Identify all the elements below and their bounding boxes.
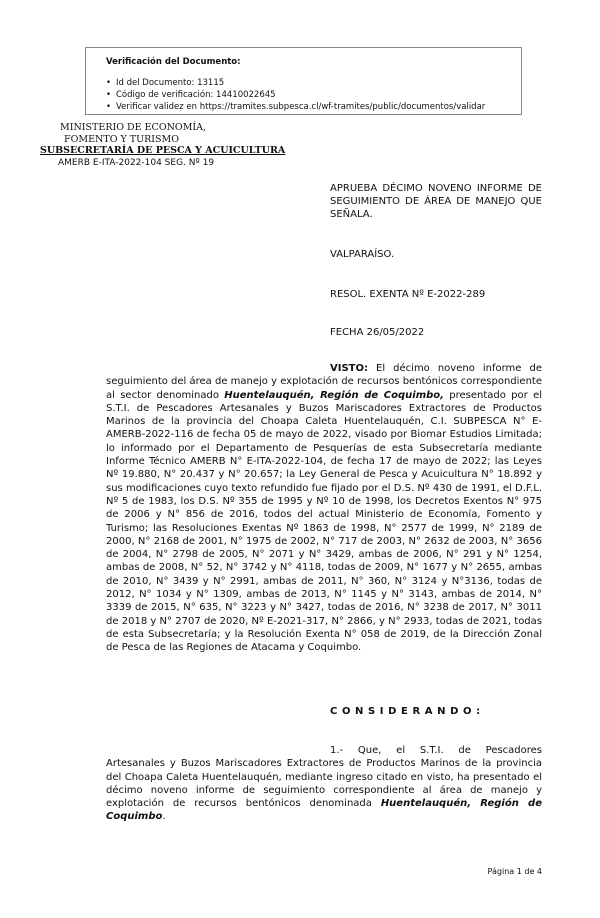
verification-code: • Código de verificación: 14410022645 — [106, 89, 511, 101]
verification-title: Verificación del Documento: — [106, 57, 241, 67]
verification-document-id: • Id del Documento: 13115 — [106, 77, 511, 89]
ministry-name-line1: MINISTERIO DE ECONOMÍA, — [60, 122, 207, 133]
resolution-number: RESOL. EXENTA Nº E-2022-289 — [330, 289, 486, 300]
considerando-1-text: 1.- Que, el S.T.I. de Pescadores Artesanales y Buzos Mariscadores Extractores de Productos Marinos de la provincia del Choapa Caleta Huentelauquén, mediante ingreso citado en visto, ha presentado el décimo noveno informe de seguimiento correspondiente al área de manejo y explotación de recursos bentónicos denominada — [106, 745, 542, 810]
considerando-heading: CONSIDERANDO: — [330, 706, 485, 717]
resolution-date: FECHA 26/05/2022 — [330, 327, 425, 338]
resolution-place: VALPARAÍSO. — [330, 249, 395, 260]
verification-list — [106, 77, 511, 113]
visto-text-2: presentado por el S.T.I. de Pescadores Artesanales y Buzos Mariscadores Extractores de Productos Marinos de la provincia del Choapa Caleta Huentelauquén, C.I. SUBPESCA N° E-AMERB-2022-116 de fecha 05 de mayo de 2022, visado por Biomar Estudios Limitada; lo informado por el Departamento de Pesquerías de esta Subsecretaría mediante Informe Técnico AMERB N° E-ITA-2022-104, de fecha 17 de mayo de 2022; las Leyes Nº 19.880, N° 20.437 y N° 20.657; la Ley General de Pesca y Acuicultura N° 18.892 y sus modificaciones cuyo texto refundido fue fijado por el D.S. Nº 430 de 1991, el D.F.L. Nº 5 de 1983, los D.S. Nº 355 de 1995 y Nº 10 de 1998, los Decretos Exentos N° 975 de 2006 y N° 856 de 2016, todos del actual Ministerio de Economía, Fomento y Turismo; las Resoluciones Exentas Nº 1863 de 1998, N° 2577 de 1999, N° 2189 de 2000, N° 2168 de 2001, N° 1975 de 2002, N° 717 de 2003, N° 2632 de 2003, N° 3656 de 2004, N° 2798 de 2005, N° 2071 y N° 3429, ambas de 2006, N° 291 y N° 1254, ambas de 2008, N° 52, N° 3742 y N° 4118, todas de 2009, N° 1677 y N° 2655, ambas de 2010, N° 3439 y N° 2991, ambas de 2011, N° 360, N° 3124 y N°3136, todas de 2012, N° 1034 y N° 1309, ambas de 2013, N° 1145 y N° 3143, ambas de 2014, N° 3339 de 2015, N° 635, N° 3223 y N° 3427, todas de 2016, N° 3238 de 2017, N° 3011 de 2018 y N° 2707 de 2020, Nº E-2021-317, N° 2866, y N° 2933, todas de 2021, todas de esta Subsecretaría; y la Resolución Exenta N° 058 de 2019, de la Dirección Zonal de Pesca de las Regiones de Atacama y Coquimbo. — [106, 389, 542, 654]
page-number: Página 1 de 4 — [487, 867, 542, 876]
subsecretaria-name: SUBSECRETARÍA DE PESCA Y ACUICULTURA — [40, 145, 286, 156]
verification-link[interactable]: • Verificar validez en https://tramites.subpesca.cl/wf-tramites/public/documentos/validar — [106, 101, 511, 113]
considerando-1-emphasis: Huentelauquén, Región de Coquimbo — [106, 798, 542, 823]
visto-lead: VISTO: — [330, 363, 368, 374]
visto-text-1: El décimo noveno informe de seguimiento del área de manejo y explotación de recursos bentónicos correspondiente al sector denominado — [106, 363, 542, 401]
considerando-1-end: . — [162, 811, 166, 823]
considerando-1-paragraph — [106, 744, 542, 824]
visto-emphasis: Huentelauquén, Región de Coquimbo, — [224, 389, 444, 401]
ministry-header — [40, 122, 290, 169]
reference-code: AMERB E-ITA-2022-104 SEG. Nº 19 — [58, 157, 215, 168]
ministry-name-line2: FOMENTO Y TURISMO — [64, 133, 180, 145]
visto-paragraph — [106, 362, 542, 655]
verification-box — [85, 47, 522, 115]
resolution-subject: APRUEBA DÉCIMO NOVENO INFORME DE SEGUIMIENTO DE ÁREA DE MANEJO QUE SEÑALA. — [330, 183, 542, 220]
